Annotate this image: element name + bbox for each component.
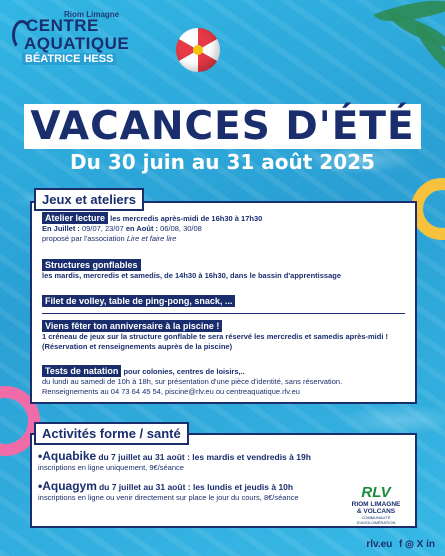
aquabike-name: •Aquabike xyxy=(38,449,97,463)
rlv-tagline: COMMUNAUTÉ D'AGGLOMÉRATION xyxy=(356,515,396,525)
atelier-lecture-title: Atelier lecture xyxy=(42,212,108,224)
centre-aquatique-logo xyxy=(12,10,140,68)
filet-item xyxy=(42,296,409,307)
tests-title: Tests de natation xyxy=(42,365,121,377)
logo-line3: BÉATRICE HESS xyxy=(22,53,116,65)
jeux-panel xyxy=(30,201,417,404)
anniversaire-text: 1 créneau de jeux sur la structure gonflable te sera réservé les mercredis et samedis après-midi ! xyxy=(42,332,388,342)
palm-leaves-decoration xyxy=(335,0,445,80)
lecture-juillet-label: En Juillet : xyxy=(42,224,80,234)
aquabike-item xyxy=(38,449,409,472)
aquabike-when: du 7 juillet au 31 août : les mardis et vendredis à 19h xyxy=(98,452,311,462)
tests-contact: Renseignements au 04 73 64 45 54, piscine@rlv.eu ou centreaquatique.rlv.eu xyxy=(42,386,300,396)
anniversaire-item xyxy=(42,321,409,351)
rlv-name: RIOM LIMAGNE xyxy=(351,501,401,508)
social-icons[interactable]: f ◎ X in xyxy=(399,539,435,550)
lecture-partner-prefix: proposé par l'association xyxy=(42,233,125,243)
footer xyxy=(366,539,435,550)
structures-title: Structures gonflables xyxy=(42,259,141,271)
rlv-logo xyxy=(346,484,406,525)
logo-riom-text: Riom Limagne xyxy=(64,10,120,19)
logo-line2: AQUATIQUE xyxy=(24,34,130,53)
page-subtitle: Du 30 juin au 31 août 2025 xyxy=(70,150,375,174)
lecture-aout-label: en Août : xyxy=(125,224,159,234)
atelier-lecture-when: les mercredis après-midi de 16h30 à 17h30 xyxy=(110,214,263,223)
atelier-lecture-item xyxy=(42,213,409,243)
jeux-heading: Jeux et ateliers xyxy=(34,188,144,211)
logo-line1: CENTRE xyxy=(26,16,99,35)
page-title: VACANCES D'ÉTÉ xyxy=(0,104,445,149)
tests-text: du lundi au samedi de 10h à 18h, sur présentation d'une pièce d'identité, sans réservation. xyxy=(42,377,343,387)
tests-for: pour colonies, centres de loisirs,.. xyxy=(123,367,245,376)
aquagym-when: du 7 juillet au 31 août : les lundis et jeudis à 10h xyxy=(98,482,294,492)
divider xyxy=(42,313,405,314)
lecture-partner: Lire et faire lire xyxy=(126,233,177,243)
aquabike-info: inscriptions en ligne uniquement, 9€/séance xyxy=(38,463,184,472)
rlv-name2: & VOLCANS xyxy=(356,508,396,515)
beach-ball-icon xyxy=(176,28,220,72)
rlv-mark: RLV xyxy=(361,484,391,501)
aquagym-info: inscriptions en ligne ou venir directement sur place le jour du cours, 8€/séance xyxy=(38,493,299,502)
anniversaire-title: Viens fêter ton anniversaire à la piscine ! xyxy=(42,320,222,332)
aquagym-name: •Aquagym xyxy=(38,479,97,493)
structures-text: les mardis, mercredis et samedis, de 14h30 à 16h30, dans le bassin d'apprentissage xyxy=(42,271,342,281)
anniversaire-note: (Réservation et renseignements auprès de la piscine) xyxy=(42,341,233,351)
footer-site-link[interactable]: rlv.eu xyxy=(366,539,393,550)
lecture-juillet-dates: 09/07, 23/07 xyxy=(82,224,124,234)
tests-item xyxy=(42,366,409,396)
filet-text: Filet de volley, table de ping-pong, snack, ... xyxy=(42,295,235,307)
structures-item xyxy=(42,260,409,281)
forme-heading: Activités forme / santé xyxy=(34,422,189,445)
lecture-aout-dates: 06/08, 30/08 xyxy=(160,224,202,234)
